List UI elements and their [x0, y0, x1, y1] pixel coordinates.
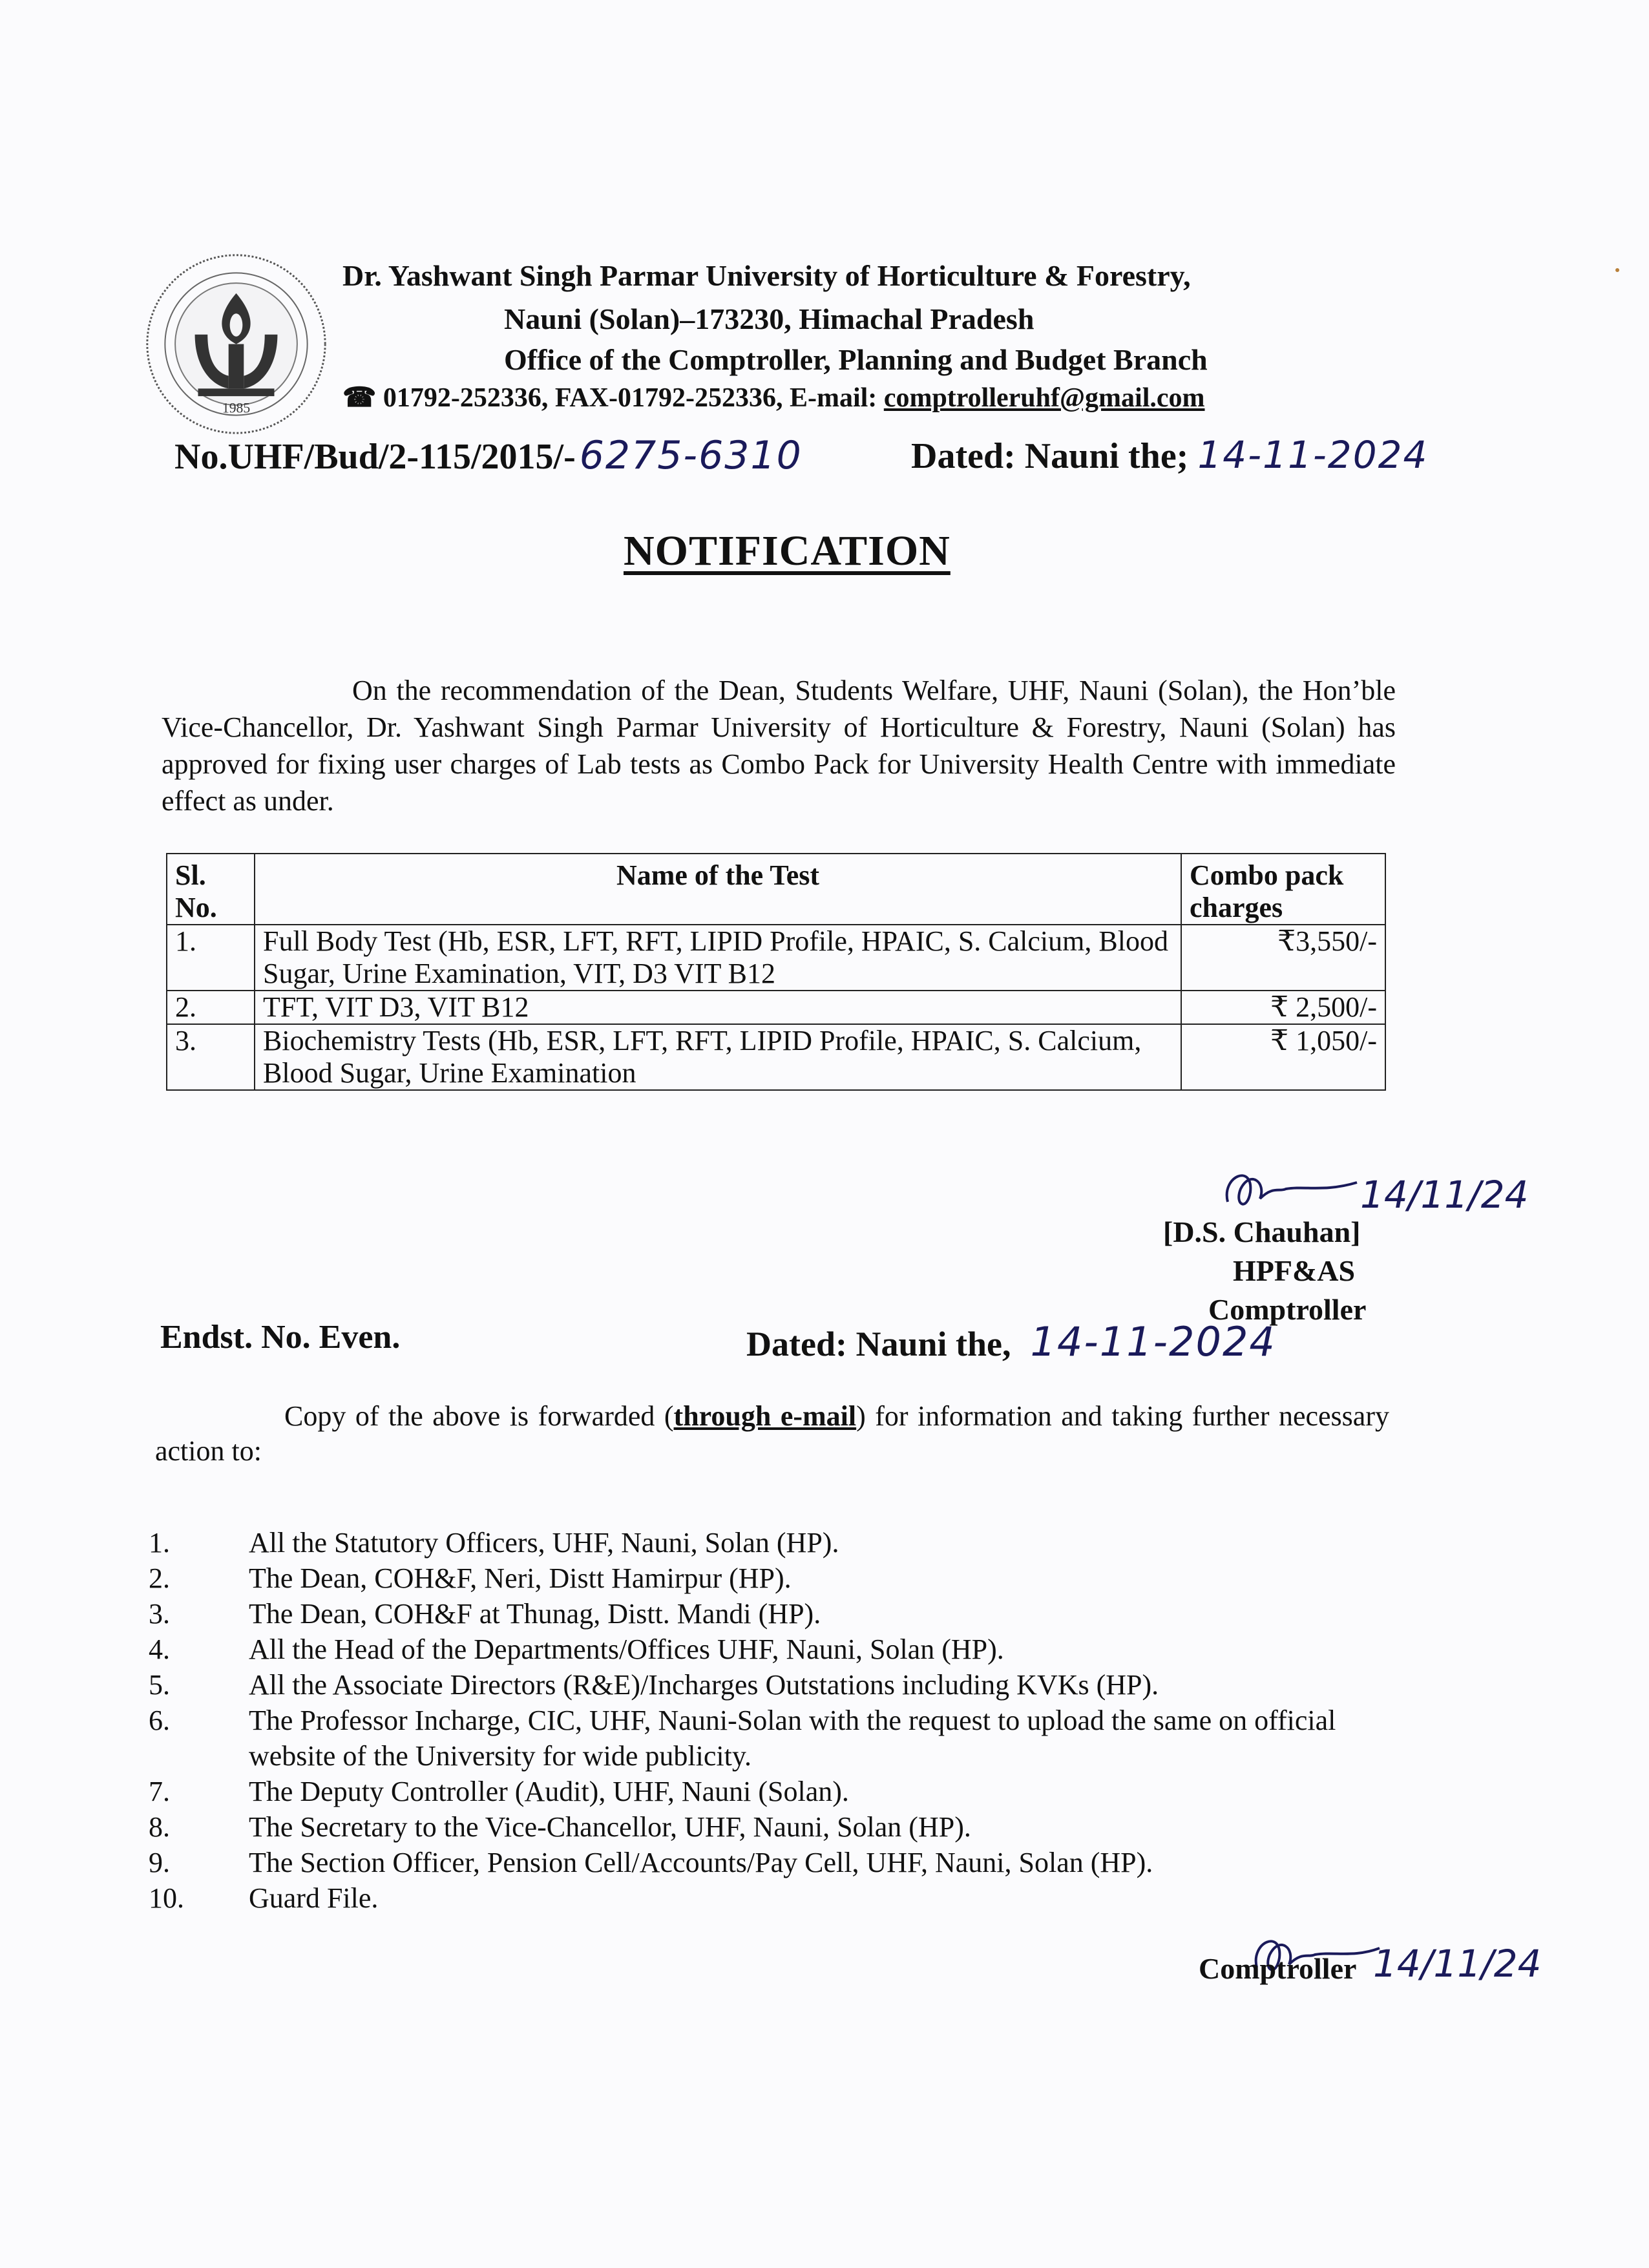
header-charges: Combo pack charges	[1181, 854, 1385, 925]
office-name: Office of the Comptroller, Planning and Budget Branch	[504, 343, 1208, 376]
row-charge: ₹ 2,500/-	[1181, 991, 1385, 1024]
reference-date	[911, 433, 1428, 477]
reference-prefix: No.UHF/Bud/2-115/2015/-	[174, 437, 576, 477]
table-row	[167, 925, 1385, 991]
list-item-number: 3.	[149, 1598, 170, 1630]
reference-handwritten-number: 6275-6310	[579, 433, 803, 478]
copy-forward-paragraph	[155, 1399, 1389, 1469]
university-name: Dr. Yashwant Singh Parmar University of Horticulture & Forestry,	[342, 259, 1191, 292]
list-item-number: 2.	[149, 1562, 170, 1594]
table-header-row	[167, 854, 1385, 925]
list-item	[149, 1809, 1389, 1845]
page-title: NOTIFICATION	[624, 527, 951, 574]
row-charge: ₹ 1,050/-	[1181, 1024, 1385, 1090]
row-test-name: Biochemistry Tests (Hb, ESR, LFT, RFT, LIPID Profile, HPAIC, S. Calcium, Blood Sugar, Urine Examination	[255, 1024, 1181, 1090]
endorsement-handwritten-date: 14-11-2024	[1030, 1318, 1276, 1365]
list-item-text: The Section Officer, Pension Cell/Accounts/Pay Cell, UHF, Nauni, Solan (HP).	[249, 1847, 1153, 1878]
seal-year: 1985	[222, 400, 251, 416]
list-item	[149, 1845, 1389, 1880]
header-test-name: Name of the Test	[255, 854, 1181, 925]
list-item-number: 4.	[149, 1633, 170, 1665]
dated-label: Dated: Nauni the;	[911, 436, 1189, 476]
header-sl-no: Sl. No.	[167, 854, 255, 925]
scan-speck	[1615, 268, 1619, 272]
table-row	[167, 991, 1385, 1024]
table-row	[167, 1024, 1385, 1090]
row-sl: 2.	[167, 991, 255, 1024]
notification-paragraph: On the recommendation of the Dean, Students Welfare, UHF, Nauni (Solan), the Hon’ble Vice-Chancellor, Dr. Yashwant Singh Parmar University of Horticulture & Forestry, Nauni (Solan) has approved for fixing user charges of Lab tests as Combo Pack for University Health Centre with immediate effect as under.	[162, 675, 1396, 817]
list-item	[149, 1774, 1389, 1809]
signatory-service: HPF&AS	[1233, 1254, 1356, 1287]
contact-line	[342, 381, 1205, 414]
list-item-number: 10.	[149, 1882, 184, 1914]
list-item-text: Guard File.	[249, 1882, 379, 1914]
closing-signature-date: 14/11/24	[1373, 1942, 1542, 1986]
row-sl: 1.	[167, 925, 255, 991]
list-item-number: 9.	[149, 1847, 170, 1878]
handwritten-date: 14-11-2024	[1197, 433, 1429, 477]
list-item	[149, 1703, 1389, 1774]
copy-text-after: ) for information and taking further necessary action to:	[155, 1400, 1389, 1467]
closing-title: Comptroller	[1199, 1952, 1357, 1985]
lab-tests-table	[166, 853, 1386, 1091]
list-item	[149, 1880, 1389, 1916]
list-item-text: All the Statutory Officers, UHF, Nauni, Solan (HP).	[249, 1527, 839, 1559]
list-item	[149, 1525, 1389, 1560]
list-item	[149, 1596, 1389, 1632]
copy-text-before: Copy of the above is forwarded (	[284, 1400, 674, 1432]
list-item	[149, 1667, 1389, 1703]
university-seal-logo	[141, 249, 331, 439]
list-item	[149, 1632, 1389, 1667]
list-item-text: The Professor Incharge, CIC, UHF, Nauni-Solan with the request to upload the same on official website of the University for wide publicity.	[249, 1705, 1336, 1772]
reference-number	[174, 433, 803, 478]
phone-icon: ☎	[342, 383, 377, 413]
list-item-text: The Deputy Controller (Audit), UHF, Nauni (Solan).	[249, 1776, 849, 1807]
row-test-name: TFT, VIT D3, VIT B12	[255, 991, 1181, 1024]
list-item	[149, 1560, 1389, 1596]
list-item-number: 7.	[149, 1776, 170, 1807]
copy-text-emphasis: through e-mail	[673, 1400, 857, 1432]
list-item-text: The Secretary to the Vice-Chancellor, UHF, Nauni, Solan (HP).	[249, 1811, 971, 1843]
list-item-text: The Dean, COH&F, Neri, Distt Hamirpur (HP).	[249, 1562, 792, 1594]
endorsement-date	[746, 1318, 1276, 1365]
list-item-number: 5.	[149, 1669, 170, 1701]
list-item-number: 1.	[149, 1527, 170, 1559]
list-item-text: The Dean, COH&F at Thunag, Distt. Mandi (HP).	[249, 1598, 821, 1630]
list-item-text: All the Associate Directors (R&E)/Incharges Outstations including KVKs (HP).	[249, 1669, 1159, 1701]
endorsement-dated-label: Dated: Nauni the,	[746, 1325, 1011, 1363]
contact-numbers: 01792-252336, FAX-01792-252336, E-mail:	[383, 383, 884, 413]
university-address: Nauni (Solan)–173230, Himachal Pradesh	[504, 302, 1035, 335]
signatory-name: [D.S. Chauhan]	[1163, 1215, 1361, 1248]
signature-date: 14/11/24	[1360, 1173, 1529, 1217]
signatory-title: Comptroller	[1208, 1293, 1367, 1326]
endorsement-number: Endst. No. Even.	[160, 1319, 401, 1356]
list-item-number: 8.	[149, 1811, 170, 1843]
email-link[interactable]: comptrolleruhf@gmail.com	[883, 383, 1205, 413]
recipient-list	[149, 1525, 1389, 1916]
row-sl: 3.	[167, 1024, 255, 1090]
row-charge: ₹3,550/-	[1181, 925, 1385, 991]
list-item-number: 6.	[149, 1705, 170, 1736]
list-item-text: All the Head of the Departments/Offices UHF, Nauni, Solan (HP).	[249, 1633, 1004, 1665]
row-test-name: Full Body Test (Hb, ESR, LFT, RFT, LIPID Profile, HPAIC, S. Calcium, Blood Sugar, Urine Examination, VIT, D3 VIT B12	[255, 925, 1181, 991]
